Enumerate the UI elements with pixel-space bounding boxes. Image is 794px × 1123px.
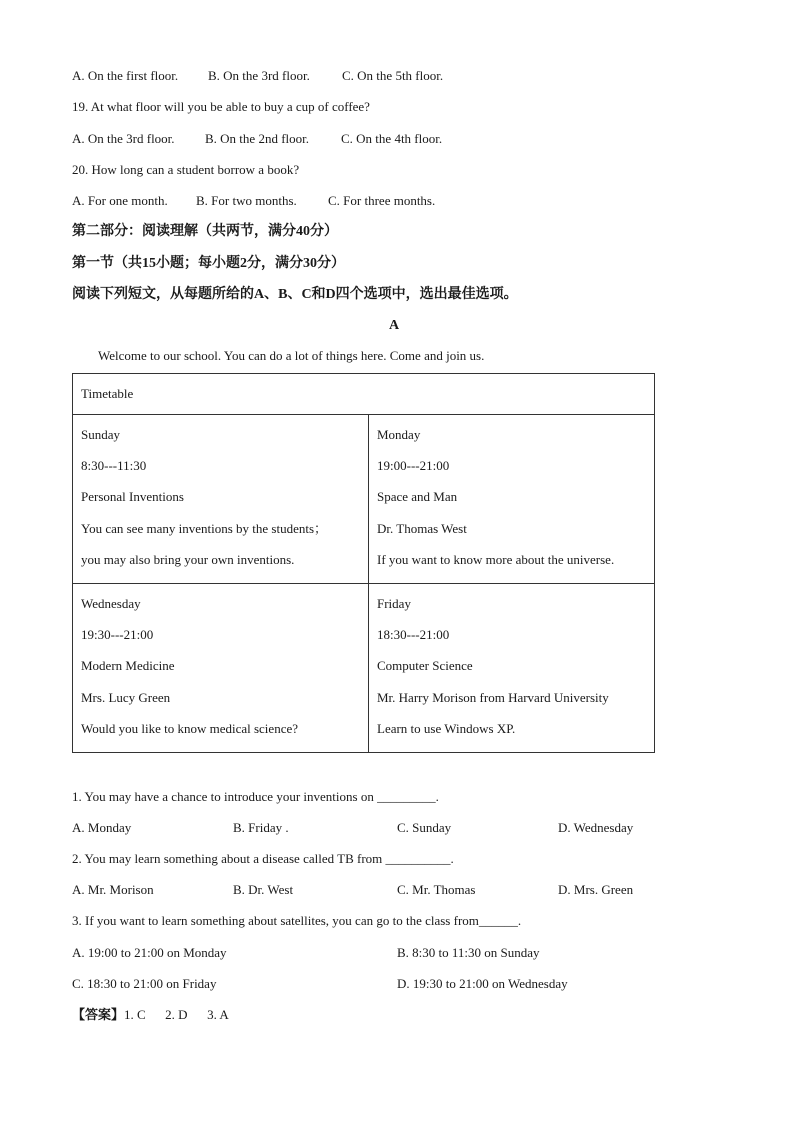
- timetable-cell-monday: [369, 415, 655, 584]
- question-2-option-b: B. Dr. West: [233, 882, 294, 897]
- question-3-option-b: B. 8:30 to 11:30 on Sunday: [397, 945, 540, 960]
- q19-option-a: A. On the 3rd floor.: [72, 131, 175, 146]
- q19-option-c: C. On the 4th floor.: [341, 131, 443, 146]
- q18-option-b: B. On the 3rd floor.: [208, 68, 310, 83]
- timetable-title-cell: [73, 374, 655, 415]
- timetable: [72, 373, 655, 753]
- answer-line: [72, 1007, 229, 1023]
- cell-day: Sunday: [81, 427, 120, 442]
- question-2-option-a: A. Mr. Morison: [72, 882, 154, 897]
- question-1-stem: 1. You may have a chance to introduce your inventions on _________.: [72, 789, 439, 804]
- cell-teacher: Mr. Harry Morison from Harvard University: [377, 689, 609, 705]
- question-3-option-a: A. 19:00 to 21:00 on Monday: [72, 945, 227, 960]
- timetable-cell-wednesday: [73, 583, 369, 752]
- question-2-option-d: D. Mrs. Green: [558, 882, 634, 897]
- cell-note: you may also bring your own inventions.: [81, 551, 295, 567]
- q20-stem: 20. How long can a student borrow a book?: [72, 162, 300, 177]
- cell-teacher: Mrs. Lucy Green: [81, 689, 171, 705]
- q19-option-b: B. On the 2nd floor.: [205, 131, 309, 146]
- cell-desc: You can see many inventions by the students；: [81, 520, 328, 536]
- q19-stem: 19. At what floor will you be able to buy a cup of coffee?: [72, 99, 370, 114]
- cell-time: 8:30---11:30: [81, 458, 147, 474]
- cell-teacher: Dr. Thomas West: [377, 520, 467, 536]
- cell-course: Modern Medicine: [81, 658, 175, 674]
- q20-option-c: C. For three months.: [328, 193, 436, 208]
- question-3-option-d: D. 19:30 to 21:00 on Wednesday: [397, 976, 568, 991]
- cell-time: 19:30---21:00: [81, 627, 154, 643]
- section-instruction: 阅读下列短文，从每题所给的A、B、C和D四个选项中，选出最佳选项。: [72, 287, 518, 302]
- question-2-stem: 2. You may learn something about a disease called TB from __________.: [72, 851, 454, 866]
- passage-intro: Welcome to our school. You can do a lot of things here. Come and join us.: [98, 348, 485, 363]
- timetable-cell-friday: [369, 583, 655, 752]
- cell-course: Computer Science: [377, 658, 473, 674]
- question-3-option-c: C. 18:30 to 21:00 on Friday: [72, 976, 217, 991]
- cell-note: Learn to use Windows XP.: [377, 720, 516, 736]
- question-1-option-b: B. Friday .: [233, 820, 289, 835]
- cell-course: Personal Inventions: [81, 489, 184, 505]
- timetable-cell-sunday: [73, 415, 369, 584]
- answer-values: 1. C 2. D 3. A: [124, 1007, 229, 1022]
- cell-course: Space and Man: [377, 489, 458, 505]
- cell-day: Wednesday: [81, 595, 141, 611]
- cell-time: 18:30---21:00: [377, 627, 450, 643]
- cell-note: Would you like to know medical science?: [81, 720, 299, 736]
- question-1-option-a: A. Monday: [72, 820, 132, 835]
- passage-letter: A: [389, 318, 400, 333]
- answer-label: 【答案】: [72, 1007, 125, 1022]
- q20-option-b: B. For two months.: [196, 193, 297, 208]
- question-3-stem: 3. If you want to learn something about satellites, you can go to the class from______.: [72, 913, 522, 928]
- section-1-heading: 第一节（共15小题；每小题2分，满分30分）: [72, 256, 345, 271]
- cell-time: 19:00---21:00: [377, 458, 450, 474]
- cell-day: Monday: [377, 427, 421, 442]
- question-2-option-c: C. Mr. Thomas: [397, 882, 476, 897]
- timetable-title: Timetable: [81, 386, 134, 401]
- section-part2-heading: 第二部分：阅读理解（共两节，满分40分）: [72, 224, 338, 239]
- cell-day: Friday: [377, 595, 411, 611]
- cell-note: If you want to know more about the universe.: [377, 551, 615, 567]
- q20-option-a: A. For one month.: [72, 193, 168, 208]
- question-1-option-c: C. Sunday: [397, 820, 452, 835]
- question-1-option-d: D. Wednesday: [558, 820, 634, 835]
- q18-option-a: A. On the first floor.: [72, 68, 179, 83]
- q18-option-c: C. On the 5th floor.: [342, 68, 444, 83]
